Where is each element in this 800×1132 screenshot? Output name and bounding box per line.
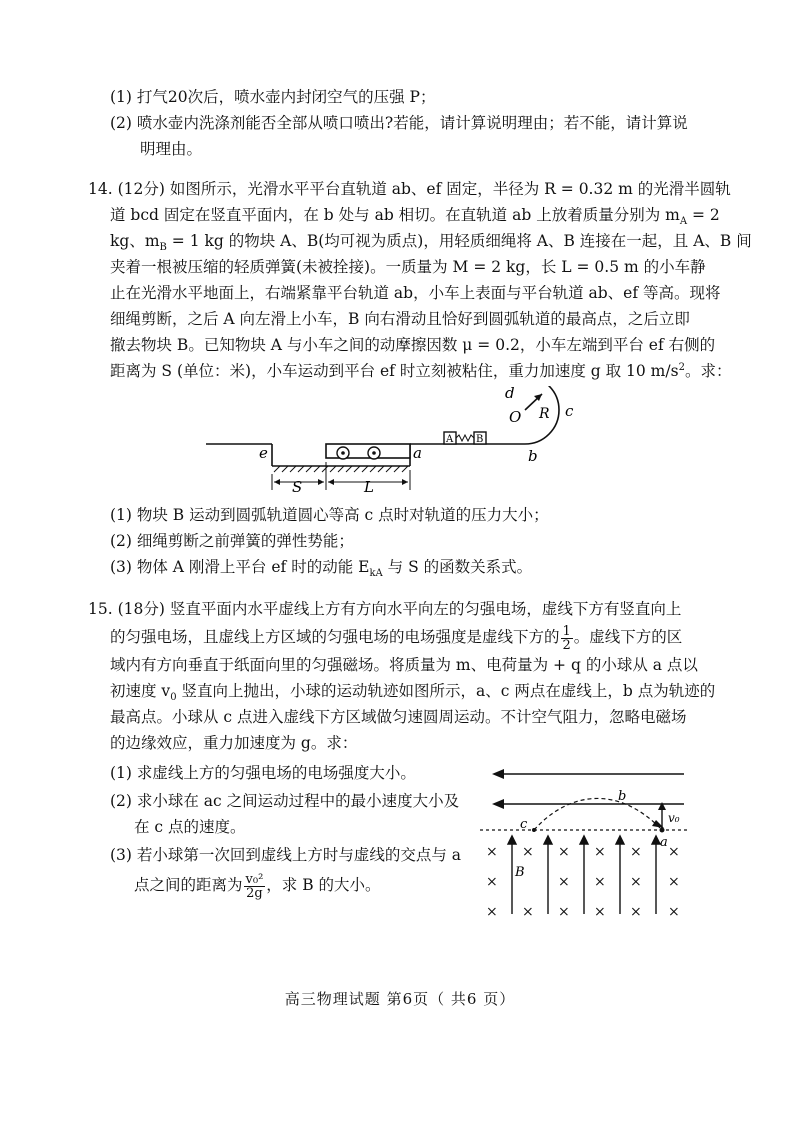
q15-sub2-line1: (2) 求小球在 ac 之间运动过程中的最小速度大小及	[110, 792, 460, 810]
cross: ×	[486, 844, 498, 860]
cart-wheel-left-hub	[341, 451, 345, 455]
cross: ×	[668, 844, 680, 860]
upper-field-arrow-2	[492, 799, 504, 809]
cross: ×	[558, 844, 570, 860]
q15-sub3-line1: (3) 若小球第一次回到虚线上方时与虚线的交点与 a	[110, 846, 462, 864]
q15-line4: 初速度 $v_0$ 竖直向上抛出，小球的运动轨迹如图所示，a、c 两点在虚线上，b 点为轨迹的	[110, 682, 716, 704]
q14-s2-sup: 2	[678, 361, 685, 373]
q14-line6: 细绳剪断，之后 A 向左滑上小车，B 向右滑动且恰好到圆弧轨道的最高点，之后立即	[110, 310, 690, 328]
cross: ×	[630, 874, 642, 890]
label-c: c	[520, 817, 528, 832]
label-a: a	[413, 444, 422, 462]
label-b: b	[618, 789, 627, 804]
cross: ×	[668, 904, 680, 920]
q15-distance-fraction: $\frac{\text{v₀²}}{2g}$	[245, 871, 264, 901]
q15-v0-sub: 0	[170, 692, 177, 704]
label-R: R	[539, 406, 550, 422]
trajectory	[534, 798, 662, 830]
cross: ×	[522, 844, 534, 860]
q14-sub3: (3) 物体 A 刚滑上平台 ef 时的动能 $E_{kA}$ 与 S 的函数关系式。	[110, 558, 533, 580]
q13-sub2-line1: (2) 喷水壶内洗涤剂能否全部从喷口喷出?若能，请计算说明理由；若不能，请计算说	[110, 114, 688, 132]
q15-line3: 域内有方向垂直于纸面向里的匀强磁场。将质量为 m、电荷量为 + q 的小球从 a 点以	[110, 656, 698, 674]
cross: ×	[522, 904, 534, 920]
cross: ×	[486, 904, 498, 920]
block-b-label: B	[476, 434, 484, 445]
q15-figure	[478, 762, 692, 922]
cross: ×	[558, 904, 570, 920]
cross: ×	[558, 874, 570, 890]
cross: ×	[594, 844, 606, 860]
q15-line6: 的边缘效应，重力加速度为 g。求：	[110, 734, 358, 752]
magnetic-field-crosses	[486, 844, 680, 920]
label-S: S	[292, 478, 303, 496]
q14-line7: 撤去物块 B。已知物块 A 与小车之间的动摩擦因数 μ = 0.2，小车左端到平台 ef 右侧的	[110, 336, 716, 354]
q14-line2: 道 bcd 固定在竖直平面内，在 b 处与 ab 相切。在直轨道 ab 上放着质量分别为 $m_A = 2$	[110, 206, 720, 228]
q14-sub2: (2) 细绳剪断之前弹簧的弹性势能；	[110, 532, 354, 550]
label-O: O	[509, 408, 522, 426]
q15-line5: 最高点。小球从 c 点进入虚线下方区域做匀速圆周运动。不计空气阻力，忽略电磁场	[110, 708, 687, 726]
q13-sub1: (1) 打气20次后，喷水壶内封闭空气的压强 P；	[110, 88, 436, 106]
cross: ×	[630, 904, 642, 920]
q13-sub2-line2: 明理由。	[140, 140, 203, 158]
label-d: d	[505, 386, 515, 402]
q14-line5: 止在光滑水平地面上，右端紧靠平台轨道 ab，小车上表面与平台轨道 ab、ef 等高。现将	[110, 284, 721, 302]
cross: ×	[486, 874, 498, 890]
q15-half-fraction: $\frac{1}{2}$	[562, 623, 571, 653]
q14-line1: 14. (12分) 如图所示，光滑水平平台直轨道 ab、ef 固定，半径为 R = 0.32 m 的光滑半圆轨	[88, 180, 731, 198]
point-a	[660, 828, 665, 833]
label-v0: v₀	[668, 811, 680, 825]
label-b: b	[528, 447, 538, 465]
q14-figure	[200, 386, 590, 496]
label-a: a	[660, 835, 668, 850]
q14-line8: 距离为 S (单位：米)，小车运动到平台 ef 时立刻被粘住，重力加速度 g 取 10 $m/s^2$。求：	[110, 361, 732, 380]
cross: ×	[668, 874, 680, 890]
point-c	[532, 828, 536, 832]
q14-line3: kg、$m_B = 1$ kg 的物块 A、B(均可视为质点)，用轻质细绳将 A、B 连接在一起，且 A、B 间	[110, 232, 752, 254]
v0-arrowhead	[658, 802, 666, 810]
ground-hatch	[274, 466, 408, 472]
cross: ×	[630, 844, 642, 860]
cart-wheel-right-hub	[372, 451, 376, 455]
spring	[456, 435, 474, 441]
label-B: B	[515, 865, 525, 880]
q15-sub2-line2: 在 c 点的速度。	[134, 818, 246, 836]
q14-line4: 夹着一根被压缩的轻质弹簧(未被拴接)。一质量为 M = 2 kg，长 L = 0.5 m 的小车静	[110, 258, 706, 276]
q14-mB-sub: B	[159, 242, 167, 254]
cross: ×	[594, 874, 606, 890]
q14-sub1: (1) 物块 B 运动到圆弧轨道圆心等高 c 点时对轨道的压力大小；	[110, 506, 549, 524]
q15-line1: 15. (18分) 竖直平面内水平虚线上方有方向水平向左的匀强电场，虚线下方有竖直向上	[88, 600, 682, 618]
label-L: L	[364, 478, 374, 496]
q14-ek-sub: kA	[369, 568, 383, 580]
label-c: c	[565, 402, 574, 420]
page-footer: 高三物理试题 第6页（ 共6 页）	[284, 990, 516, 1008]
q15-sub1: (1) 求虚线上方的匀强电场的电场强度大小。	[110, 764, 416, 782]
upper-field-arrow-1	[492, 769, 504, 779]
q14-mA-sub: A	[679, 216, 688, 228]
q15-sub3-line2: 点之间的距离为 $\frac{\text{v₀²}}{2g}$ ，求 B 的大小。	[134, 871, 381, 901]
cross: ×	[594, 904, 606, 920]
q15-line2: 的匀强电场，且虚线上方区域的匀强电场的电场强度是虚线下方的 $\frac{1}{2}$ 。虚线下方的区	[110, 623, 683, 653]
block-a-label: A	[446, 434, 454, 445]
label-e: e	[259, 444, 268, 462]
